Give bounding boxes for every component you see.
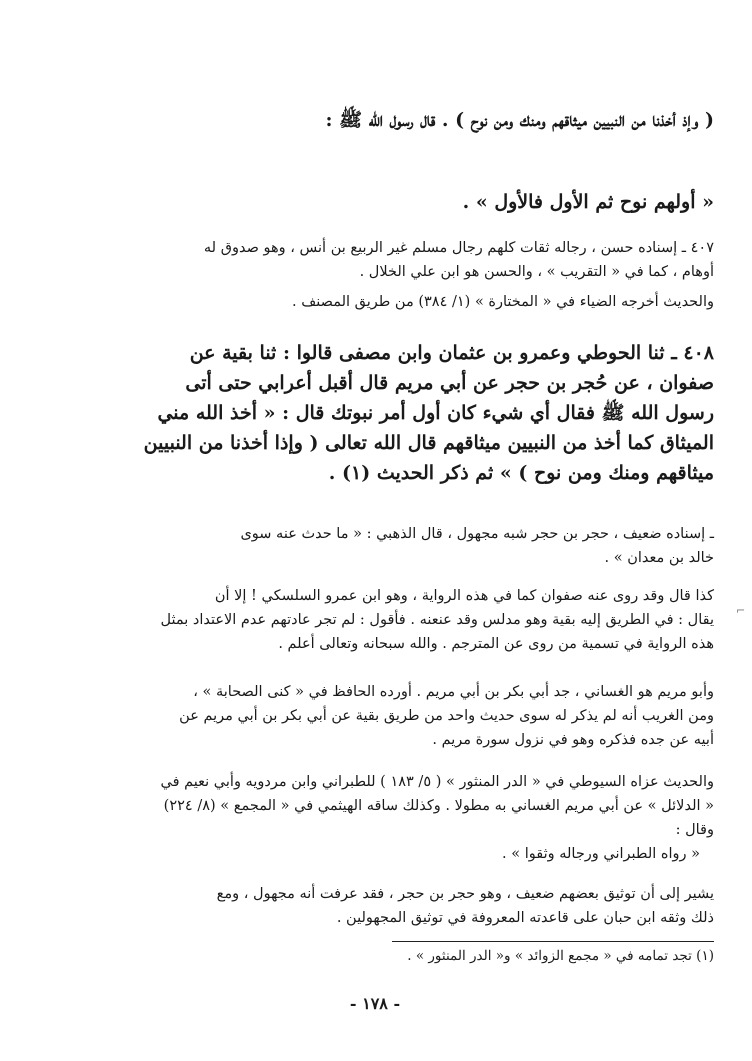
hadith-408-line: رسول الله ﷺ فقال أي شيء كان أول أمر نبوتك قال : « أخذ الله مني <box>157 402 714 424</box>
hadith-quote-block <box>96 186 714 218</box>
para-line: والحديث عزاه السيوطي في « الدر المنثور » ( ٥/ ١٨٣ ) للطبراني وابن مردويه وأبي نعيم في <box>160 774 714 790</box>
hadith-408-line: ٤٠٨ ـ ثنا الحوطي وعمرو بن عثمان وابن مصفى قالوا : ثنا بقية عن <box>189 342 714 364</box>
hadith-408 <box>96 338 714 488</box>
verse-block <box>96 104 714 136</box>
footnote-text: (١) تجد تمامه في « مجمع الزوائد » و« الدر المنثور » . <box>407 948 714 964</box>
commentary-para-1 <box>96 584 714 656</box>
para-line: ذلك وثقه ابن حبان على قاعدته المعروفة في توثيق المجهولين . <box>336 910 714 926</box>
para-line: يقال : في الطريق إليه بقية وهو مدلس وقد عنعنه . فأقول : لم تجر عادتهم عدم الاعتداد بمثل <box>160 612 714 628</box>
para-line: هذه الرواية في تسمية من روى عن المترجم . والله سبحانه وتعالى أعلم . <box>278 636 714 652</box>
para-line: أبيه عن جده فذكره وهو في نزول سورة مريم . <box>432 732 714 748</box>
hadith-408-line: صفوان ، عن حُجر بن حجر عن أبي مريم قال أقبل أعرابي حتى أتى <box>185 372 714 394</box>
note-408-line: خالد بن معدان » . <box>604 550 714 566</box>
commentary-para-3 <box>96 770 714 866</box>
para-line: « الدلائل » عن أبي مريم الغساني به مطولا . وكذلك ساقه الهيثمي في « المجمع » (٨/ ٢٢٤) <box>163 798 714 814</box>
margin-mark-icon: ⌐ <box>736 604 746 617</box>
note-407 <box>96 236 714 314</box>
hadith-408-line: الميثاق كما أخذ من النبيين ميثاقهم قال الله تعالى ( وإذا أخذنا من النبيين <box>143 432 714 454</box>
para-line: وقال : <box>675 822 714 838</box>
note-408 <box>96 522 714 570</box>
commentary-para-2 <box>96 680 714 752</box>
para-line: كذا قال وقد روى عنه صفوان كما في هذه الرواية ، وهو ابن عمرو السلسكي ! إلا أن <box>214 588 714 604</box>
footnote <box>96 944 714 968</box>
note-407-line: أوهام ، كما في « التقريب » ، والحسن هو ابن علي الخلال . <box>359 264 714 280</box>
page-number: - ١٧٨ - <box>349 994 401 1013</box>
para-line: ومن الغريب أنه لم يذكر له سوى حديث واحد من طريق بقية عن أبي بكر بن أبي مريم عن <box>179 708 714 724</box>
note-408-line: ـ إسناده ضعيف ، حجر بن حجر شبه مجهول ، قال الذهبي : « ما حدث عنه سوى <box>240 526 714 542</box>
para-line: وأبو مريم هو الغساني ، جد أبي بكر بن أبي مريم . أورده الحافظ في « كنى الصحابة » ، <box>193 684 714 700</box>
para-line: « رواه الطبراني ورجاله وثقوا » . <box>502 846 700 862</box>
hadith-quote: « أولهم نوح ثم الأول فالأول » . <box>462 191 714 213</box>
note-407-line: والحديث أخرجه الضياء في « المختارة » (١/ ٣٨٤) من طريق المصنف . <box>292 294 714 310</box>
note-407-line: ٤٠٧ ـ إسناده حسن ، رجاله ثقات كلهم رجال مسلم غير الربيع بن أنس ، وهو صدوق له <box>203 240 714 256</box>
para-line: يشير إلى أن توثيق بعضهم ضعيف ، وهو حجر بن حجر ، فقد عرفت أنه مجهول ، ومع <box>216 886 714 902</box>
footnote-divider <box>392 941 714 942</box>
hadith-408-line: ميثاقهم ومنك ومن نوح ) » ثم ذكر الحديث (١) . <box>328 462 714 484</box>
commentary-para-4 <box>96 882 714 930</box>
quran-verse: ( وإذ أخذنا من النبيين ميثاقهم ومنك ومن نوح ) . قال رسول الله ﷺ : <box>325 109 714 131</box>
